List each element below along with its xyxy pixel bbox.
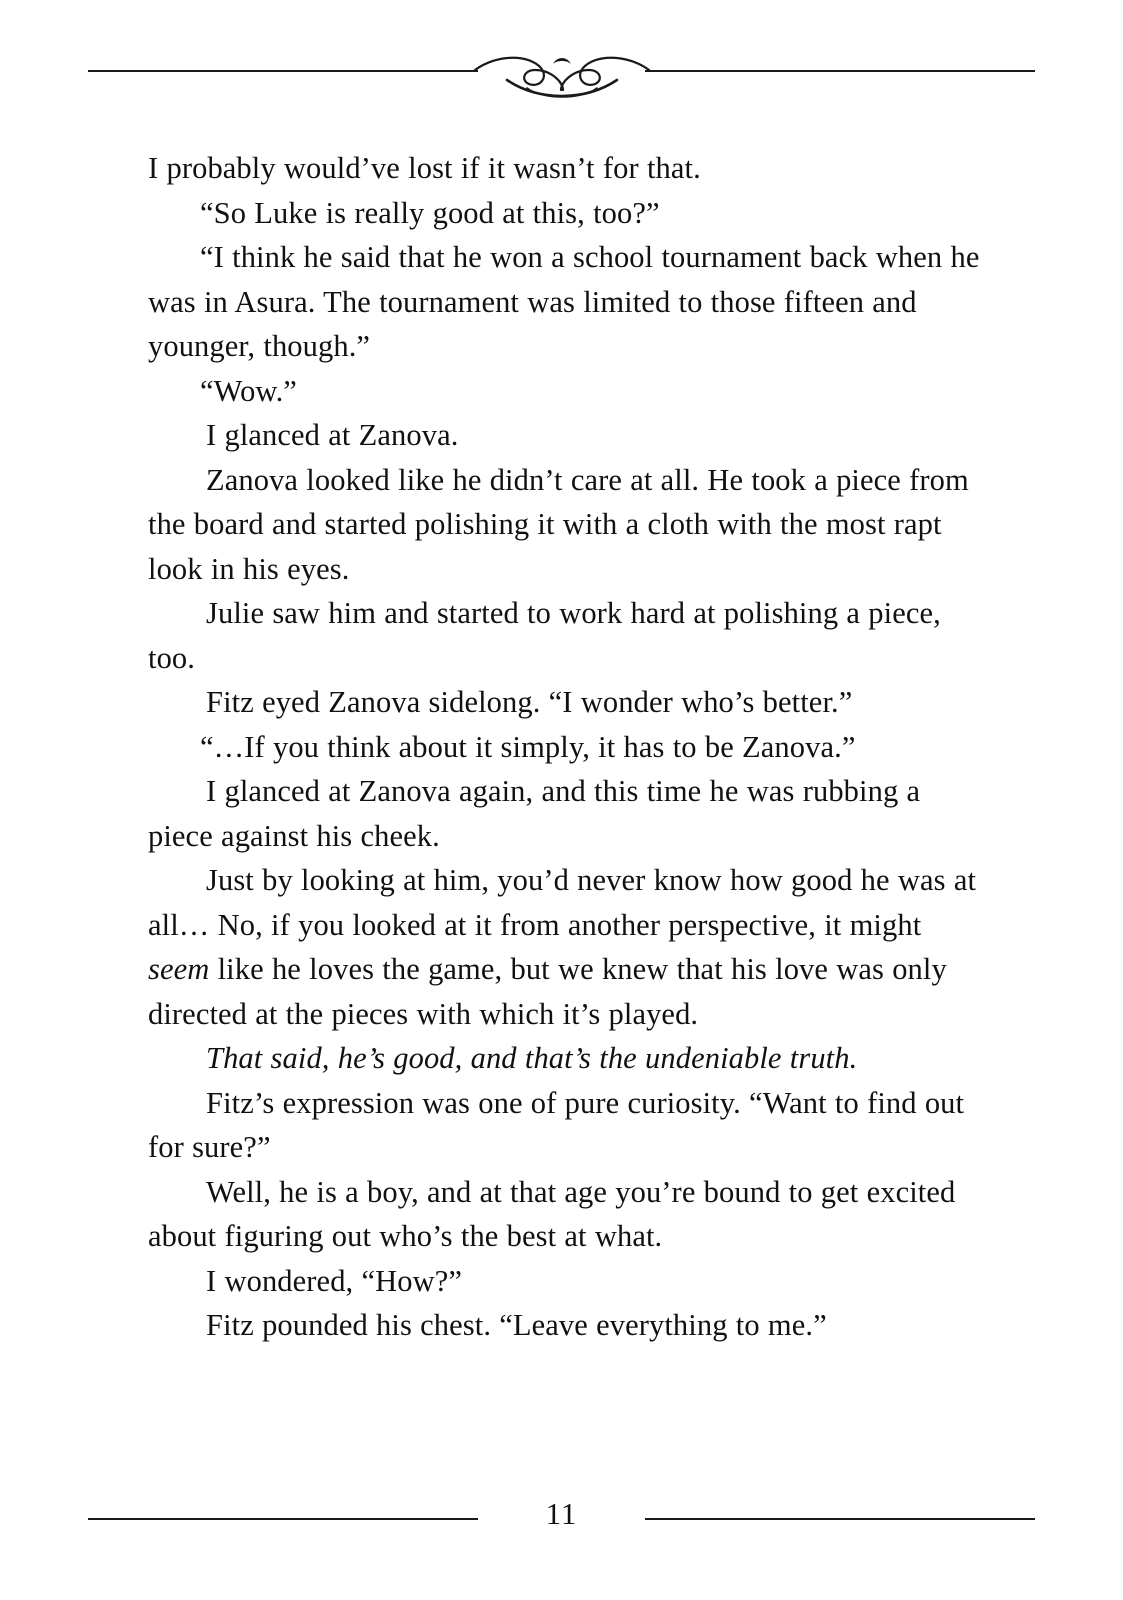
paragraph: Fitz’s expression was one of pure curiosity. “Want to find out for sure?” (148, 1085, 965, 1164)
paragraph: Fitz pounded his chest. “Leave everything to me.” (206, 1308, 827, 1342)
paragraph: “…If you think about it simply, it has to be Zanova.” (200, 729, 856, 764)
paragraph: Julie saw him and started to work hard at polishing a piece, too. (148, 596, 941, 675)
emphasized-word: seem (148, 952, 210, 986)
header-ornament (0, 40, 1123, 110)
paragraph: “Wow.” (200, 373, 297, 408)
flourish-divider-icon (467, 48, 657, 106)
paragraph: Zanova looked like he didn’t care at all. He took a piece from the board and started polishing it with a cloth with the most rapt look in his eyes. (148, 462, 969, 586)
paragraph: I wondered, “How?” (206, 1263, 463, 1298)
header-rule-left (88, 70, 478, 72)
paragraph: “So Luke is really good at this, too?” (200, 195, 660, 230)
paragraph: Fitz eyed Zanova sidelong. “I wonder who’s better.” (206, 685, 853, 719)
paragraph: I glanced at Zanova again, and this time he was rubbing a piece against his cheek. (148, 774, 921, 853)
page-body (148, 146, 988, 1348)
page-number: 11 (545, 1496, 578, 1531)
header-rule-right (645, 70, 1035, 72)
paragraph-with-emphasis (148, 858, 988, 1036)
paragraph-italic: That said, he’s good, and that’s the undeniable truth. (206, 1041, 858, 1075)
footer-rule-left (88, 1518, 478, 1520)
paragraph-text-after: like he loves the game, but we knew that his love was only directed at the pieces with which it’s played. (148, 952, 947, 1031)
page-footer (0, 1494, 1123, 1534)
paragraph-text-before: Just by looking at him, you’d never know how good he was at all… No, if you looked at it from another perspective, it might (148, 863, 977, 942)
footer-rule-right (645, 1518, 1035, 1520)
paragraph: Well, he is a boy, and at that age you’re bound to get excited about figuring out who’s the best at what. (148, 1174, 956, 1253)
paragraph: I probably would’ve lost if it wasn’t for that. (148, 151, 701, 185)
paragraph: “I think he said that he won a school tournament back when he was in Asura. The tournament was limited to those fifteen and younger, though.” (148, 240, 980, 363)
paragraph: I glanced at Zanova. (206, 418, 459, 452)
